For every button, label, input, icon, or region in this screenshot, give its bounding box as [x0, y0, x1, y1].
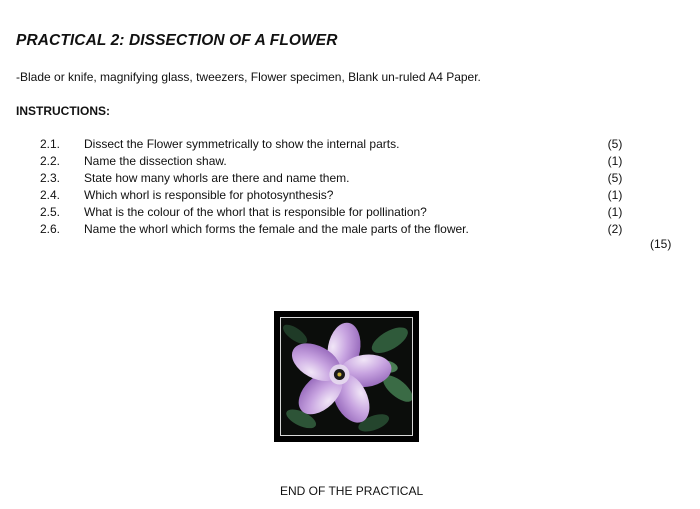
question-number: 2.6.	[40, 222, 61, 236]
question-text: What is the colour of the whorl that is responsible for pollination?	[84, 205, 427, 219]
question-row	[0, 221, 700, 238]
question-number: 2.4.	[40, 188, 61, 202]
question-marks: (1)	[607, 188, 623, 202]
question-marks: (1)	[607, 154, 623, 168]
question-number: 2.5.	[40, 205, 61, 219]
flower-photo	[274, 311, 419, 442]
question-marks: (5)	[607, 137, 623, 151]
question-row	[0, 187, 700, 204]
question-number: 2.1.	[40, 137, 61, 151]
question-marks: (1)	[607, 205, 623, 219]
question-text: State how many whorls are there and name them.	[84, 171, 350, 185]
total-marks: (15)	[650, 237, 672, 251]
question-marks: (2)	[607, 222, 623, 236]
question-row	[0, 153, 700, 170]
question-marks: (5)	[607, 171, 623, 185]
materials-list: -Blade or knife, magnifying glass, tweezers, Flower specimen, Blank un-ruled A4 Paper.	[16, 70, 481, 84]
question-text: Name the whorl which forms the female and the male parts of the flower.	[84, 222, 469, 236]
flower-photo-icon	[281, 318, 412, 435]
end-of-practical: END OF THE PRACTICAL	[280, 484, 424, 498]
question-text: Dissect the Flower symmetrically to show the internal parts.	[84, 137, 400, 151]
question-row	[0, 204, 700, 221]
page-title: PRACTICAL 2: DISSECTION OF A FLOWER	[16, 32, 338, 49]
flower-photo-inner	[280, 317, 413, 436]
question-text: Which whorl is responsible for photosynthesis?	[84, 188, 334, 202]
question-number: 2.2.	[40, 154, 61, 168]
question-text: Name the dissection shaw.	[84, 154, 227, 168]
question-row	[0, 170, 700, 187]
question-number: 2.3.	[40, 171, 61, 185]
question-row	[0, 136, 700, 153]
instructions-heading: INSTRUCTIONS:	[16, 104, 110, 118]
